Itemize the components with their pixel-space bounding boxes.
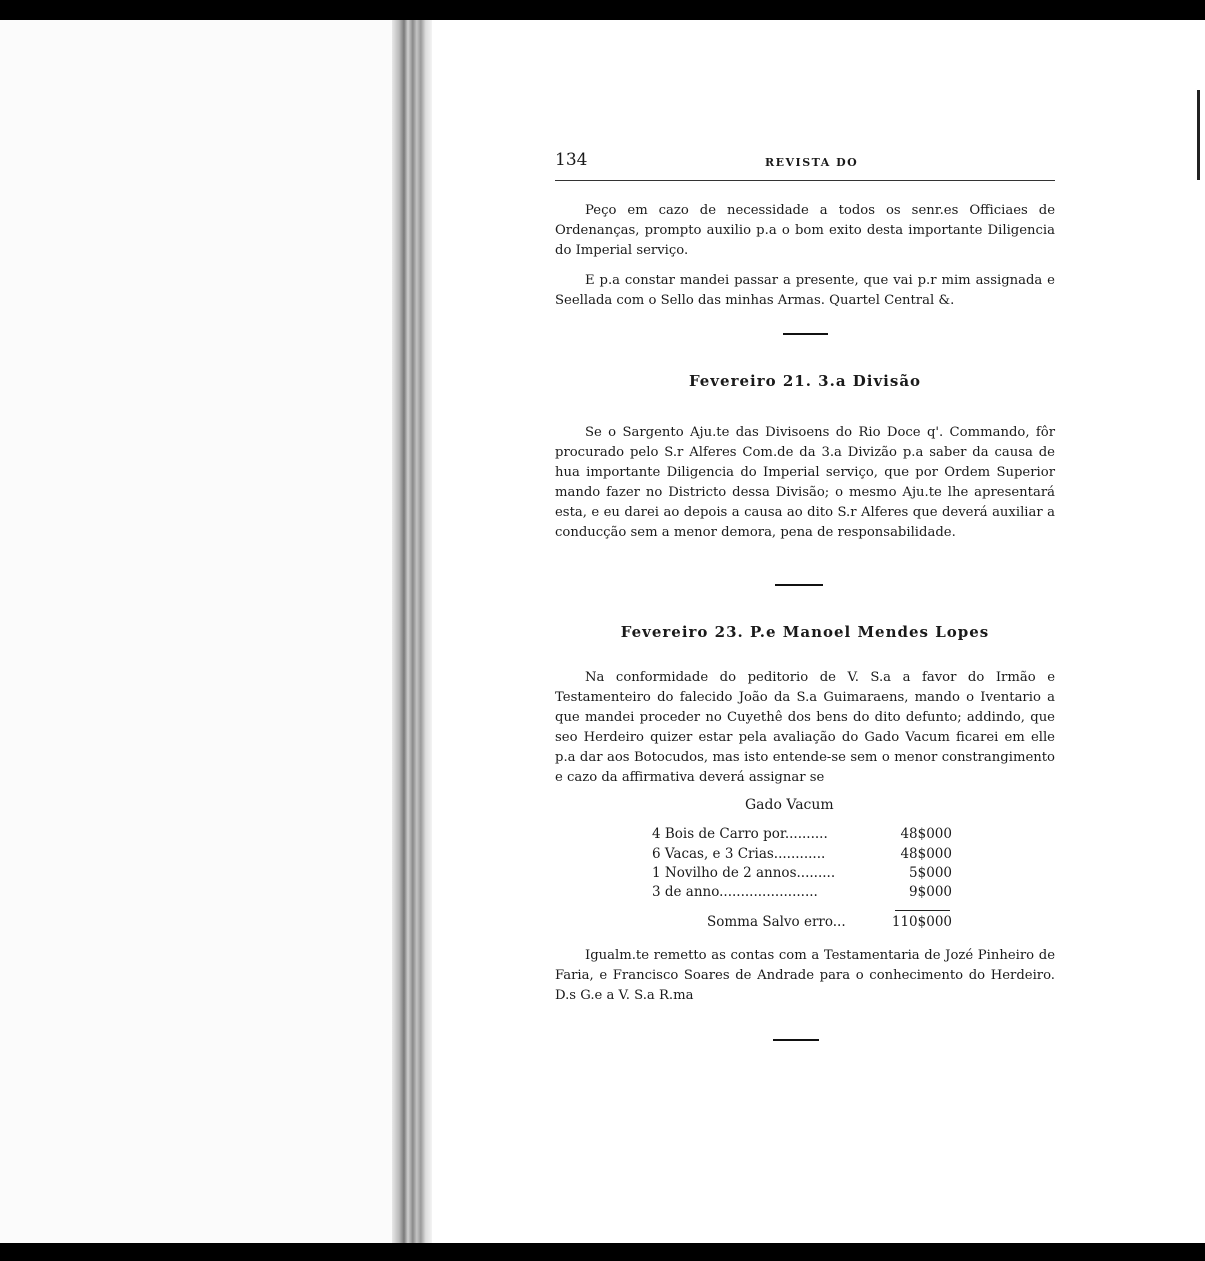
- table-row: [652, 865, 952, 884]
- table-title: Gado Vacum: [745, 797, 834, 813]
- section-2-title: Fevereiro 23. P.e Manoel Mendes Lopes: [620, 623, 990, 641]
- closing-block: [555, 946, 1055, 1006]
- sum-value: 110$000: [891, 914, 952, 930]
- row-value: 5$000: [909, 865, 952, 881]
- scan-right-edge-mark: [1197, 90, 1200, 180]
- journal-title: REVISTA DO: [765, 156, 859, 169]
- left-blank-page: [0, 20, 392, 1243]
- running-header: [555, 150, 1055, 174]
- row-label: 6 Vacas, e 3 Crias............: [652, 846, 826, 862]
- row-label: 3 de anno.......................: [652, 884, 818, 900]
- page-number: 134: [555, 150, 588, 170]
- section-divider: [783, 333, 828, 335]
- table-row: [652, 826, 952, 845]
- row-value: 9$000: [909, 884, 952, 900]
- header-rule: [555, 180, 1055, 181]
- row-label: 1 Novilho de 2 annos.........: [652, 865, 836, 881]
- section-1-title: Fevereiro 21. 3.a Divisão: [688, 372, 922, 390]
- row-label: 4 Bois de Carro por..........: [652, 826, 828, 842]
- row-value: 48$000: [900, 826, 952, 842]
- row-value: 48$000: [900, 846, 952, 862]
- closing-paragraph: Igualm.te remetto as contas com a Testamentaria de Jozé Pinheiro de Faria, e Francisco Soares de Andrade para o conhecimento do Herdeiro. D.s G.e a V. S.a R.ma: [555, 948, 1055, 1003]
- section-1-body: [555, 423, 1055, 543]
- section-2-body: [555, 668, 1055, 788]
- table-row: [652, 846, 952, 865]
- sum-rule: [895, 910, 950, 911]
- intro-paragraph-2: E p.a constar mandei passar a presente, que vai p.r mim assignada e Seellada com o Sello das minhas Armas. Quartel Central &.: [555, 273, 1055, 308]
- book-gutter: [392, 20, 432, 1243]
- scan-top-border: [0, 0, 1205, 20]
- section-1-paragraph: Se o Sargento Aju.te das Divisoens do Rio Doce q'. Commando, fôr procurado pelo S.r Alferes Com.de da 3.a Divizão p.a saber da causa de hua importante Diligencia do Imperial serviço, que por Ordem Superior mando fazer no Districto dessa Divisão; o mesmo Aju.te lhe apresentará esta, e eu darei ao depois a causa ao dito S.r Alferes que deverá auxiliar a conducção sem a menor demora, pena de responsabilidade.: [555, 425, 1055, 540]
- section-2-paragraph: Na conformidade do peditorio de V. S.a a favor do Irmão e Testamenteiro do falecido João da S.a Guimaraens, mando o Iventario a que mandei proceder no Cuyethê dos bens do dito defunto; addindo, que seo Herdeiro quizer estar pela avaliação do Gado Vacum ficarei em elle p.a dar aos Botocudos, mas isto entende-se sem o menor constrangimento e cazo da affirmativa deverá assignar se: [555, 670, 1055, 785]
- sum-label: Somma Salvo erro...: [707, 914, 846, 930]
- section-divider: [773, 1039, 819, 1041]
- intro-block: [555, 201, 1055, 311]
- table-row: [652, 884, 952, 903]
- intro-paragraph-1: Peço em cazo de necessidade a todos os senr.es Officiaes de Ordenanças, prompto auxilio p.a o bom exito desta importante Diligencia do Imperial serviço.: [555, 203, 1055, 258]
- scan-bottom-border: [0, 1243, 1205, 1261]
- section-divider: [775, 584, 823, 586]
